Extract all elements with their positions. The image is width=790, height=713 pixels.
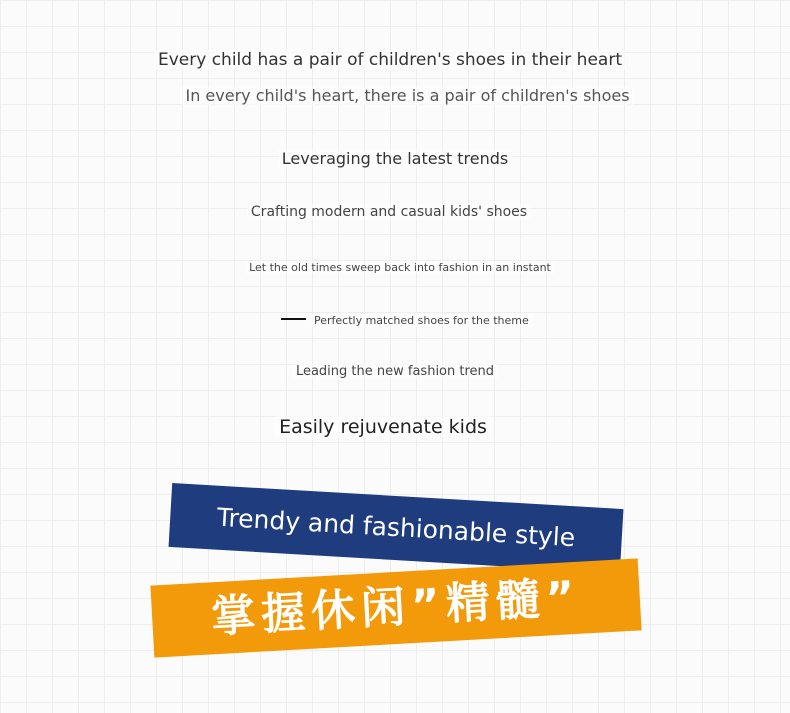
- tagline-old-times: [0, 261, 790, 274]
- dash-divider: [281, 318, 306, 320]
- blue-banner-text: Trendy and fashionable style: [216, 502, 576, 553]
- headline-line-2: [10, 86, 790, 105]
- headline-line-1-text: Every child has a pair of children's shoes in their heart: [154, 50, 626, 70]
- tagline-crafting-text: Crafting modern and casual kids' shoes: [247, 204, 531, 220]
- tagline-rejuvenate-text: Easily rejuvenate kids: [275, 416, 491, 438]
- tagline-theme-text: Perfectly matched shoes for the theme: [310, 314, 533, 327]
- tagline-rejuvenate: [0, 416, 766, 438]
- tagline-trends-text: Leveraging the latest trends: [278, 149, 513, 168]
- tagline-fashion-trend: [0, 364, 790, 379]
- headline-line-1: [0, 50, 780, 70]
- tagline-old-times-text: Let the old times sweep back into fashion in an instant: [245, 261, 555, 274]
- tagline-crafting: [0, 204, 778, 220]
- tagline-trends: [0, 149, 790, 168]
- orange-banner-text: 掌握休闲”精髓”: [209, 571, 583, 644]
- tagline-fashion-trend-text: Leading the new fashion trend: [292, 364, 498, 379]
- headline-line-2-text: In every child's heart, there is a pair of children's shoes: [181, 86, 633, 105]
- tagline-theme: [310, 314, 533, 327]
